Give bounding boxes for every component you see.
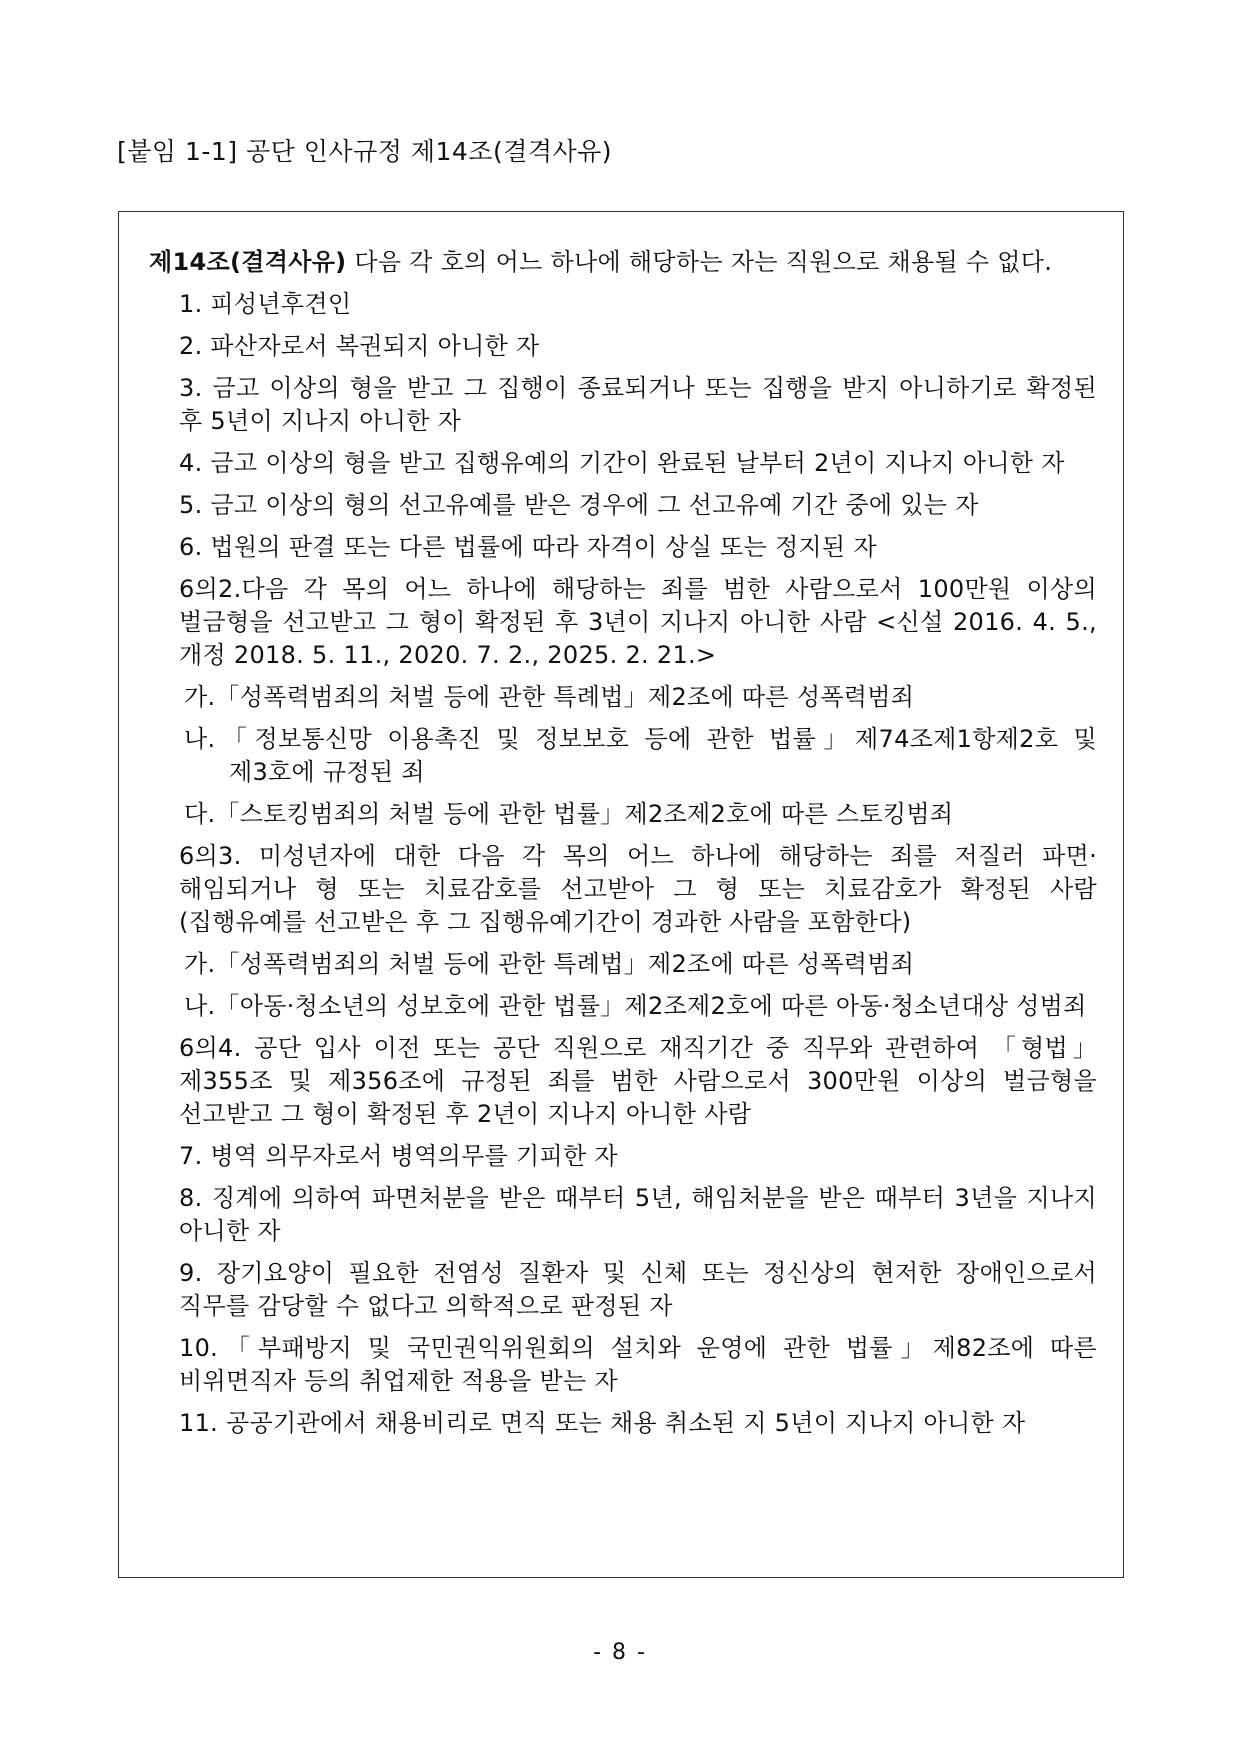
list-item-text: 8. 징계에 의하여 파면처분을 받은 때부터 5년, 해임처분을 받은 때부터 3년을 지나지 아니한 자: [179, 1184, 1097, 1245]
list-item: [149, 1032, 1097, 1131]
sub-item: 다.「스토킹범죄의 처벌 등에 관한 법률」제2조제2호에 따른 스토킹범죄: [184, 800, 954, 828]
list-item: 6. 법원의 판결 또는 다른 법률에 따라 자격이 상실 또는 정지된 자: [179, 533, 877, 561]
list-item-text: 10.「부패방지 및 국민권익위원회의 설치와 운영에 관한 법률」제82조에 따른 비위면직자 등의 취업제한 적용을 받는 자: [179, 1334, 1097, 1395]
list-item: 2. 파산자로서 복권되지 아니한 자: [179, 332, 540, 360]
list-item-text: 9. 장기요양이 필요한 전염성 질환자 및 신체 또는 정신상의 현저한 장애인으로서 직무를 감당할 수 없다고 의학적으로 판정된 자: [179, 1259, 1097, 1320]
article-intro: 다음 각 호의 어느 하나에 해당하는 자는 직원으로 채용될 수 없다.: [346, 248, 1053, 276]
list-item-text: 3. 금고 이상의 형을 받고 그 집행이 종료되거나 또는 집행을 받지 아니하기로 확정된 후 5년이 지나지 아니한 자: [179, 374, 1097, 435]
list-item: [149, 1332, 1097, 1398]
list-item: [149, 1257, 1097, 1323]
list-item: [149, 447, 1097, 480]
list-item: 1. 피성년후견인: [179, 290, 352, 318]
article-content: [149, 246, 1097, 1449]
list-item-text: 6의3. 미성년자에 대한 다음 각 목의 어느 하나에 해당하는 죄를 저질러 파면·해임되거나 형 또는 치료감호를 선고받아 그 형 또는 치료감호가 확정된 사람(집행유예를 선고받은 후 그 집행유예기간이 경과한 사람을 포함한다): [179, 842, 1097, 936]
list-item: [149, 1182, 1097, 1248]
sub-item: 가.「성폭력범죄의 처벌 등에 관한 특례법」제2조에 따른 성폭력범죄: [184, 950, 915, 978]
list-item-text: 4. 금고 이상의 형을 받고 집행유예의 기간이 완료된 날부터 2년이 지나지 아니한 자: [179, 449, 1065, 477]
article-box: [118, 211, 1124, 1578]
list-item-text: 6의2.다음 각 목의 어느 하나에 해당하는 죄를 범한 사람으로서 100만원 이상의 벌금형을 선고받고 그 형이 확정된 후 3년이 지나지 아니한 사람 <신설 2016. 4. 5., 개정 2018. 5. 11., 2020. 7. 2., 2025. 2. 21.>: [179, 575, 1097, 669]
sub-item: 나.「아동·청소년의 성보호에 관한 법률」제2조제2호에 따른 아동·청소년대상 성범죄: [184, 992, 1087, 1020]
list-item-text: 11. 공공기관에서 채용비리로 면직 또는 채용 취소된 지 5년이 지나지 아니한 자: [179, 1409, 1026, 1437]
page-number: - 8 -: [593, 1640, 647, 1665]
sub-item: 나.「정보통신망 이용촉진 및 정보보호 등에 관한 법률」제74조제1항제2호 및 제3호에 규정된 죄: [184, 725, 1097, 786]
list-item: [149, 1407, 1097, 1440]
list-item: [149, 840, 1097, 939]
list-item-text: 6의4. 공단 입사 이전 또는 공단 직원으로 재직기간 중 직무와 관련하여 「형법」제355조 및 제356조에 규정된 죄를 범한 사람으로서 300만원 이상의 벌금형을 선고받고 그 형이 확정된 후 2년이 지나지 아니한 사람: [179, 1034, 1097, 1128]
list-item: 7. 병역 의무자로서 병역의무를 기피한 자: [179, 1142, 618, 1170]
list-item: 5. 금고 이상의 형의 선고유예를 받은 경우에 그 선고유예 기간 중에 있는 자: [179, 491, 979, 519]
attachment-caption: [붙임 1-1] 공단 인사규정 제14조(결격사유): [117, 137, 613, 166]
article-title: 제14조(결격사유): [149, 248, 347, 276]
list-item: [149, 573, 1097, 672]
article-heading: [149, 246, 1097, 279]
sub-item: 가.「성폭력범죄의 처벌 등에 관한 특례법」제2조에 따른 성폭력범죄: [184, 683, 915, 711]
list-item: [149, 372, 1097, 438]
